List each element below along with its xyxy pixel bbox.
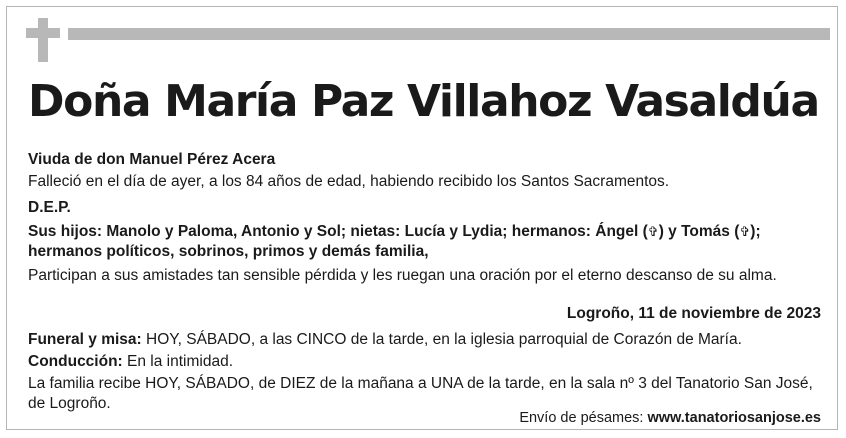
conduction-label: Conducción: [28, 353, 123, 370]
conduction-text: En la intimidad. [122, 353, 233, 370]
passing-text: Falleció en el día de ayer, a los 84 años de edad, habiendo recibido los Santos Sacramentos. [28, 173, 670, 190]
family-line-1-text-b: ) y Tomás ( [658, 223, 740, 240]
rip-text: D.E.P. [28, 199, 71, 216]
funeral-line [28, 330, 742, 350]
cross-icon [26, 18, 60, 62]
family-line-1 [28, 222, 761, 242]
family-line-1-text-a: Sus hijos: Manolo y Paloma, Antonio y Sol; nietas: Lucía y Lydia; hermanos: Ángel ( [28, 223, 648, 240]
family-line-2: hermanos políticos, sobrinos, primos y demás familia, [28, 243, 429, 260]
deceased-name: Doña María Paz Villahoz Vasaldúa [28, 76, 819, 127]
condolences-link[interactable]: www.tanatoriosanjose.es [647, 410, 821, 426]
visiting-line-1: La familia recibe HOY, SÁBADO, de DIEZ de la mañana a UNA de la tarde, en la sala nº 3 del Tanatorio San José, [28, 375, 813, 392]
condolences-label: Envío de pésames: [519, 410, 648, 426]
place-date: Logroño, 11 de noviembre de 2023 [566, 305, 821, 322]
header-rule [68, 28, 830, 40]
prayer-request: Participan a sus amistades tan sensible pérdida y les ruegan una oración por el eterno descanso de su alma. [28, 267, 777, 284]
deceased-cross-icon: ✞ [647, 224, 659, 239]
funeral-text: HOY, SÁBADO, a las CINCO de la tarde, en la iglesia parroquial de Corazón de María. [141, 331, 742, 348]
widow-of-line: Viuda de don Manuel Pérez Acera [28, 151, 276, 168]
visiting-line-2: de Logroño. [28, 395, 111, 412]
deceased-cross-icon: ✞ [739, 224, 751, 239]
family-line-1-text-c: ); [750, 223, 761, 240]
funeral-label: Funeral y misa: [28, 331, 142, 348]
conduction-line [28, 352, 233, 372]
condolences-line [519, 408, 821, 428]
